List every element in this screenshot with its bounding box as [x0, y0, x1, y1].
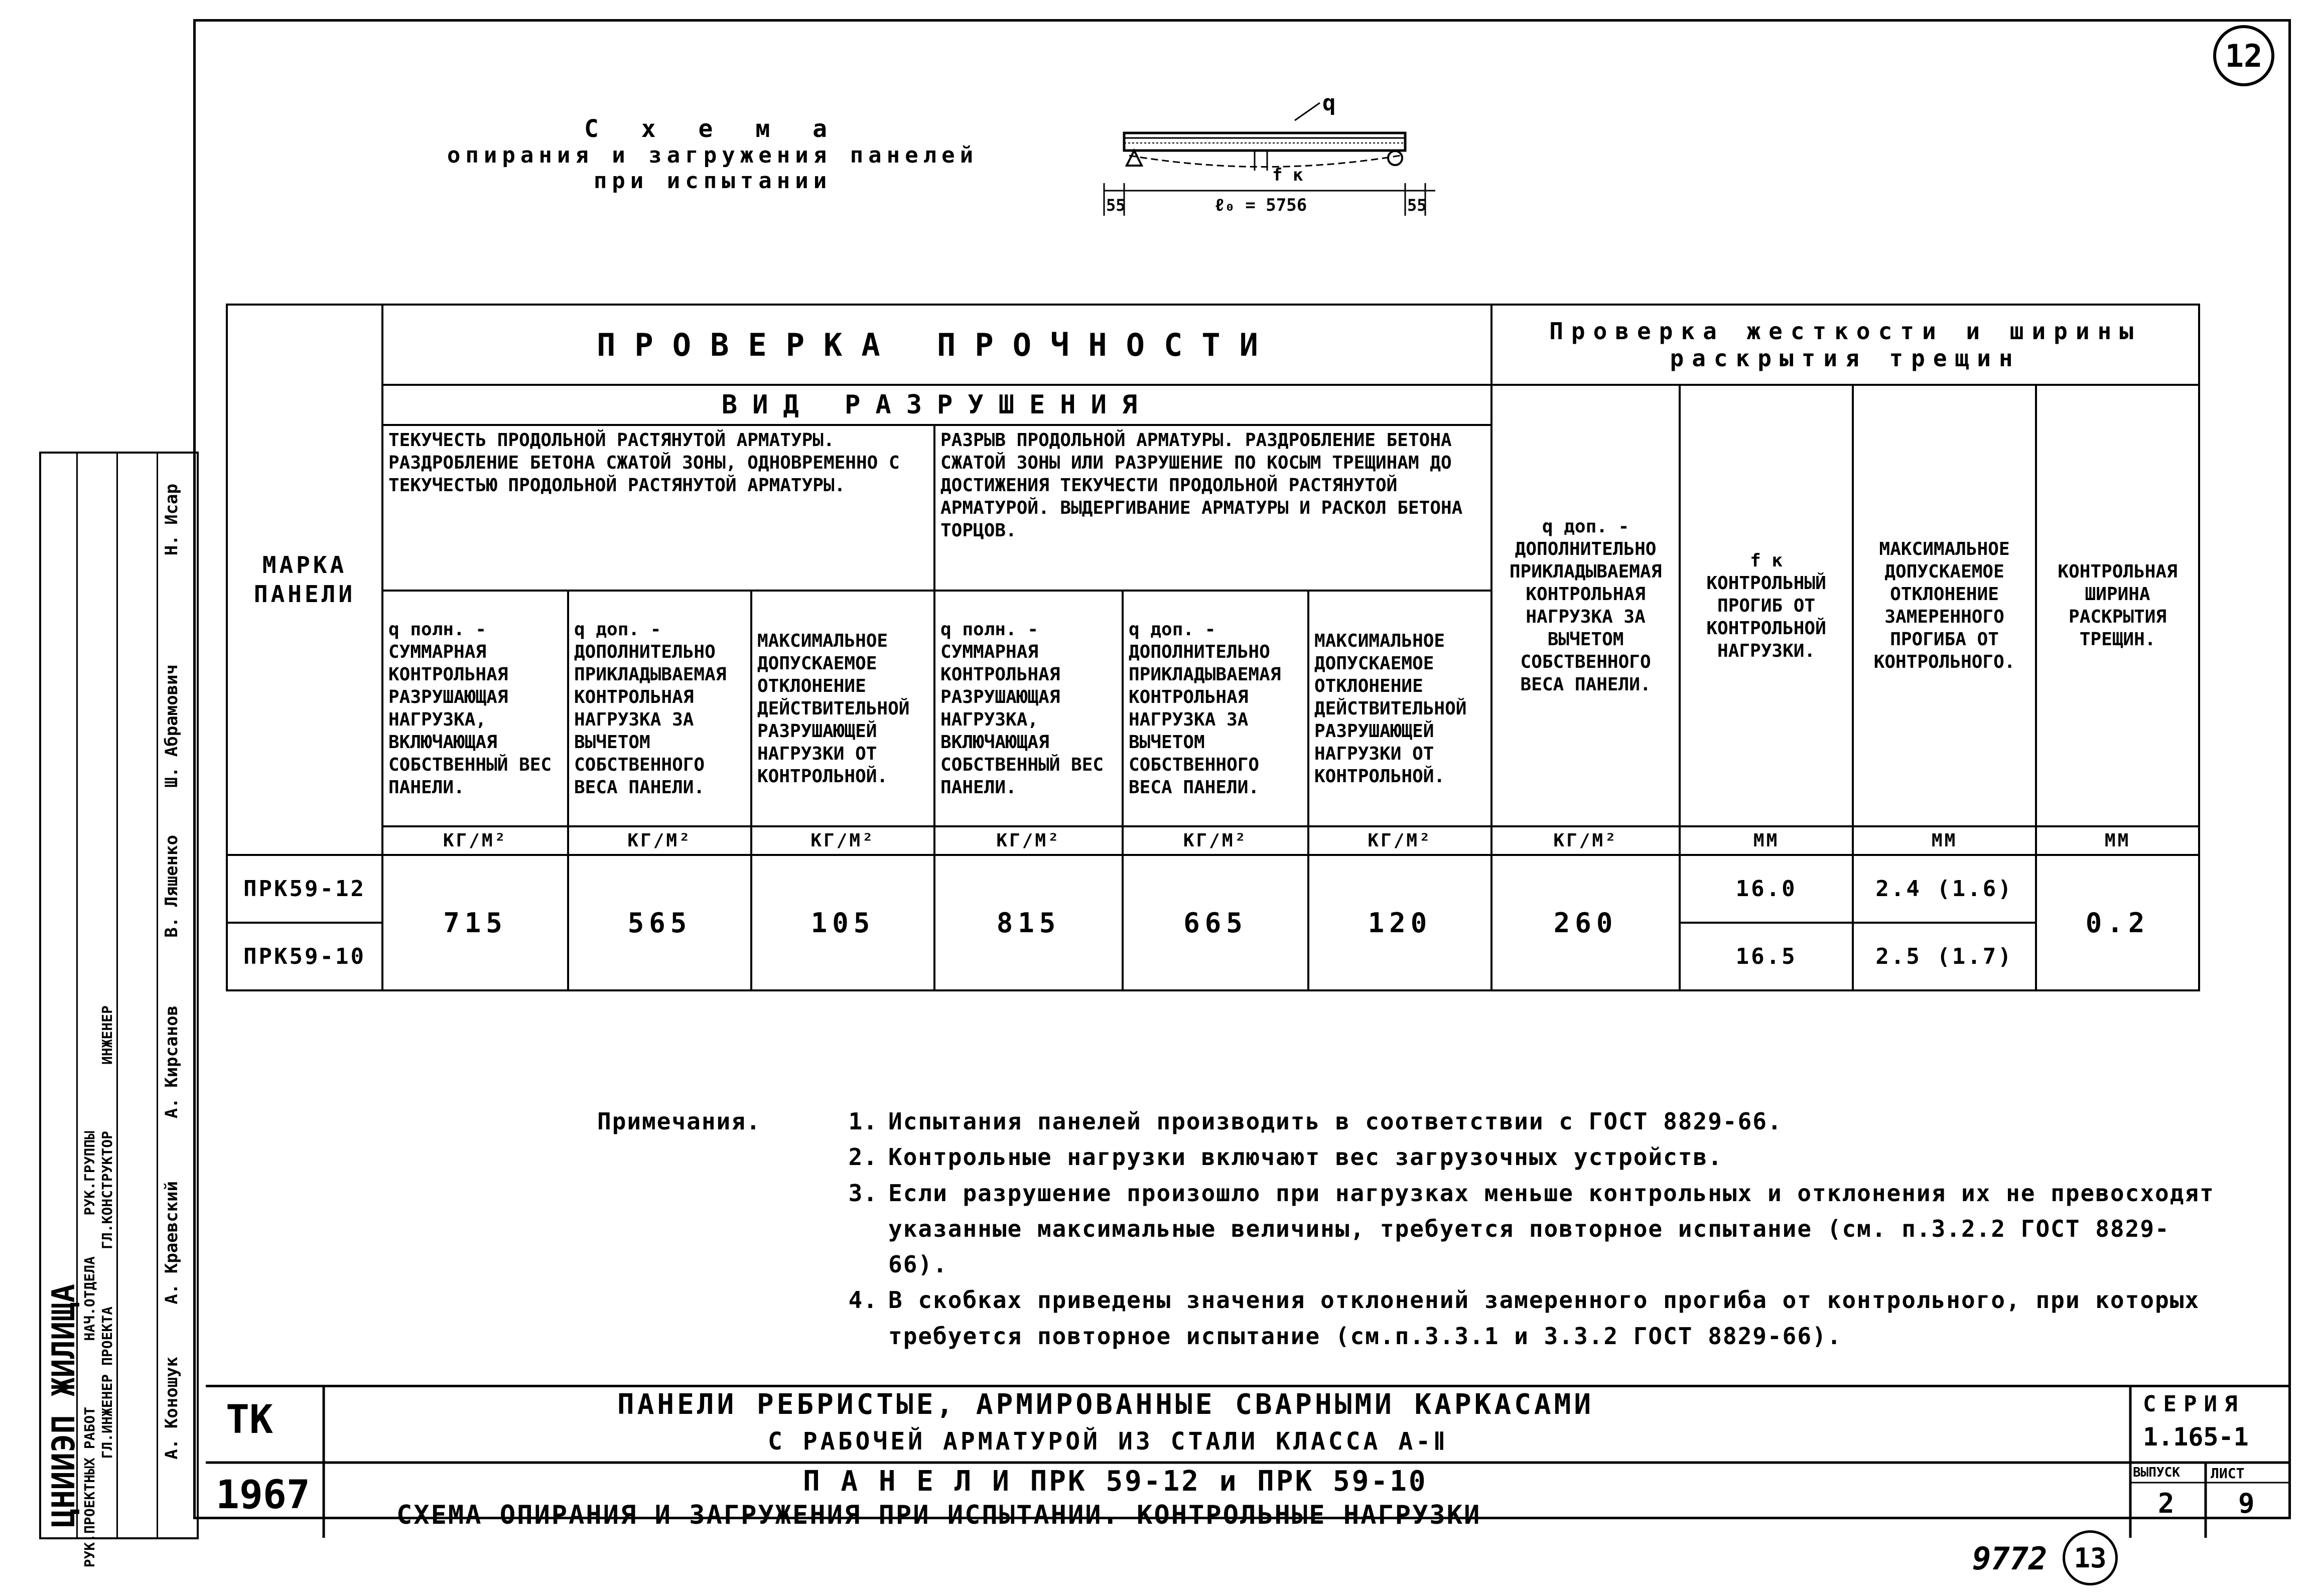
left-support-dim: 55	[1106, 196, 1126, 215]
beam-diagram	[1094, 90, 1445, 231]
subcol-4: q полн. - СУММАРНАЯ КОНТРОЛЬНАЯ РАЗРУШАЮЩАЯ НАГРУЗКА, ВКЛЮЧАЮЩАЯ СОБСТВЕННЫЙ ВЕС ПАНЕЛИ.	[934, 591, 1123, 826]
side-name-4: А. Кирсанов	[162, 1005, 182, 1119]
note-number: 1.	[848, 1108, 878, 1135]
note-text: Если разрушение произошло при нагрузках меньше контрольных и отклонения их не превосходят указанные максимальные величины, требуется повторное испытание (см. п.3.2.2 ГОСТ 8829-66).	[888, 1179, 2215, 1278]
value-fk: 16.5	[1680, 923, 1853, 990]
subcol-2: q доп. - ДОПОЛНИТЕЛЬНО ПРИКЛАДЫВАЕМАЯ КОНТРОЛЬНАЯ НАГРУЗКА ЗА ВЫЧЕТОМ СОБСТВЕННОГО ВЕСА ПАНЕЛИ.	[568, 591, 751, 826]
org-code: ТК	[226, 1397, 273, 1442]
scheme-title-line1: С х е м а	[584, 115, 842, 143]
side-name-1: Н. Исар	[162, 484, 182, 556]
value-q-add-1: 565	[568, 855, 751, 990]
issue-label: ВЫПУСК	[2133, 1465, 2180, 1480]
load-label: q	[1322, 90, 1336, 116]
title-block	[206, 1385, 2288, 1538]
unit-7: КГ/М²	[1491, 826, 1680, 855]
issue-value: 2	[2158, 1488, 2175, 1519]
scheme-title-line2: опирания и загружения панелей	[447, 142, 979, 169]
value-q-add-2: 665	[1123, 855, 1308, 990]
failure-group-2: РАЗРЫВ ПРОДОЛЬНОЙ АРМАТУРЫ. РАЗДРОБЛЕНИЕ БЕТОНА СЖАТОЙ ЗОНЫ ИЛИ РАЗРУШЕНИЕ ПО КОСЫМ ТРЕЩИНАМ ДО ДОСТИЖЕНИЯ ТЕКУЧЕСТИ ПРОДОЛЬНОЙ РАСТЯНУТОЙ АРМАТУРОЙ. ВЫДЕРГИВАНИЕ АРМАТУРЫ И РАСКОЛ БЕТОНА ТОРЦОВ.	[934, 425, 1491, 591]
col-panel-mark: МАРКА ПАНЕЛИ	[227, 305, 382, 855]
scheme-title-line3: при испытании	[593, 168, 832, 194]
value-q-total-2: 815	[934, 855, 1123, 990]
unit-3: КГ/М²	[751, 826, 934, 855]
archive-code: 9772	[1972, 1540, 2048, 1577]
subcol-5: q доп. - ДОПОЛНИТЕЛЬНО ПРИКЛАДЫВАЕМАЯ КОНТРОЛЬНАЯ НАГРУЗКА ЗА ВЫЧЕТОМ СОБСТВЕННОГО ВЕСА ПАНЕЛИ.	[1123, 591, 1308, 826]
scheme-title	[361, 115, 1064, 194]
note-item	[823, 1176, 2228, 1283]
right-support-dim: 55	[1407, 196, 1427, 215]
unit-2: КГ/М²	[568, 826, 751, 855]
archive-circle: 13	[2063, 1530, 2118, 1585]
note-text: В скобках приведены значения отклонений замеренного прогиба от контрольного, при которых требуется повторное испытание (см.п.3.3.1 и 3.3.2 ГОСТ 8829-66).	[888, 1286, 2200, 1350]
unit-4: КГ/М²	[934, 826, 1123, 855]
note-text: Контрольные нагрузки включают вес загрузочных устройств.	[888, 1143, 1723, 1171]
value-q-total-1: 715	[382, 855, 568, 990]
note-number: 2.	[848, 1143, 878, 1171]
unit-5: КГ/М²	[1123, 826, 1308, 855]
failure-group-1: ТЕКУЧЕСТЬ ПРОДОЛЬНОЙ РАСТЯНУТОЙ АРМАТУРЫ. РАЗДРОБЛЕНИЕ БЕТОНА СЖАТОЙ ЗОНЫ, ОДНОВРЕМЕННО С ТЕКУЧЕСТЬЮ ПРОДОЛЬНОЙ РАСТЯНУТОЙ АРМАТУРЫ.	[382, 425, 934, 591]
side-role-2: ГЛ.КОНСТРУКТОР	[99, 1131, 115, 1250]
note-text: Испытания панелей производить в соответствии с ГОСТ 8829-66.	[888, 1108, 1783, 1135]
value-q-add-stiffness: 260	[1491, 855, 1680, 990]
note-item	[823, 1282, 2228, 1354]
stiffness-header: Проверка жесткости и ширины раскрытия трещин	[1491, 305, 2199, 385]
notes-block	[597, 1104, 2228, 1354]
failure-type-header: ВИД РАЗРУШЕНИЯ	[382, 385, 1491, 425]
subcol-1: q полн. - СУММАРНАЯ КОНТРОЛЬНАЯ РАЗРУШАЮЩАЯ НАГРУЗКА, ВКЛЮЧАЮЩАЯ СОБСТВЕННЫЙ ВЕС ПАНЕЛИ.	[382, 591, 568, 826]
unit-9: ММ	[1853, 826, 2036, 855]
side-org: ЦНИИЭП ЖИЛИЩА	[45, 1283, 82, 1527]
value-f-dev: 2.5 (1.7)	[1853, 923, 2036, 990]
unit-1: КГ/М²	[382, 826, 568, 855]
sheet-label: ЛИСТ	[2211, 1465, 2245, 1482]
subcol-3: МАКСИМАЛЬНОЕ ДОПУСКАЕМОЕ ОТКЛОНЕНИЕ ДЕЙСТВИТЕЛЬНОЙ РАЗРУШАЮЩЕЙ НАГРУЗКИ ОТ КОНТРОЛЬНОЙ.	[751, 591, 934, 826]
year: 1967	[216, 1473, 310, 1518]
side-role-3: РУК.ГРУППЫ	[81, 1131, 98, 1216]
row-mark: ПРК59-10	[227, 923, 382, 990]
subcol-10: КОНТРОЛЬНАЯ ШИРИНА РАСКРЫТИЯ ТРЕЩИН.	[2036, 385, 2199, 826]
series-label: СЕРИЯ	[2143, 1391, 2245, 1417]
row-mark: ПРК59-12	[227, 855, 382, 923]
control-loads-table	[226, 304, 2200, 991]
sheet-number: 12	[2213, 25, 2274, 86]
note-item	[823, 1104, 2228, 1139]
side-name-3: В. Ляшенко	[162, 835, 182, 938]
span-dim: ℓ₀ = 5756	[1214, 195, 1307, 215]
unit-8: ММ	[1680, 826, 1853, 855]
note-number: 3.	[848, 1179, 878, 1207]
note-number: 4.	[848, 1286, 878, 1314]
side-role-6: ГЛ.ИНЖЕНЕР ПРОЕКТА	[99, 1307, 115, 1459]
value-max-dev-1: 105	[751, 855, 934, 990]
side-name-2: Ш. Абрамович	[162, 664, 182, 788]
unit-6: КГ/М²	[1308, 826, 1491, 855]
value-fk: 16.0	[1680, 855, 1853, 923]
side-role-4: ИНЖЕНЕР	[99, 1005, 115, 1065]
value-crack-width: 0.2	[2036, 855, 2199, 990]
sheet-value: 9	[2238, 1488, 2255, 1519]
value-max-dev-2: 120	[1308, 855, 1491, 990]
side-role-1: НАЧ.ОТДЕЛА	[81, 1256, 98, 1341]
title-line-3: П А Н Е Л И ПРК 59-12 и ПРК 59-10	[803, 1465, 1428, 1498]
subcol-7: q доп. - ДОПОЛНИТЕЛЬНО ПРИКЛАДЫВАЕМАЯ КОНТРОЛЬНАЯ НАГРУЗКА ЗА ВЫЧЕТОМ СОБСТВЕННОГО ВЕСА ПАНЕЛИ.	[1491, 385, 1680, 826]
deflection-label: f к	[1272, 165, 1303, 185]
series-value: 1.165-1	[2143, 1422, 2249, 1452]
value-f-dev: 2.4 (1.6)	[1853, 855, 2036, 923]
subcol-8: f к КОНТРОЛЬНЫЙ ПРОГИБ ОТ КОНТРОЛЬНОЙ НАГРУЗКИ.	[1680, 385, 1853, 826]
strength-header: ПРОВЕРКА ПРОЧНОСТИ	[382, 305, 1491, 385]
subcol-6: МАКСИМАЛЬНОЕ ДОПУСКАЕМОЕ ОТКЛОНЕНИЕ ДЕЙСТВИТЕЛЬНОЙ РАЗРУШАЮЩЕЙ НАГРУЗКИ ОТ КОНТРОЛЬНОЙ.	[1308, 591, 1491, 826]
unit-10: ММ	[2036, 826, 2199, 855]
side-name-5: А. Краевский	[162, 1181, 182, 1304]
title-line-4: СХЕМА ОПИРАНИЯ И ЗАГРУЖЕНИЯ ПРИ ИСПЫТАНИИ. КОНТРОЛЬНЫЕ НАГРУЗКИ	[396, 1500, 1481, 1530]
subcol-9: МАКСИМАЛЬНОЕ ДОПУСКАЕМОЕ ОТКЛОНЕНИЕ ЗАМЕРЕННОГО ПРОГИБА ОТ КОНТРОЛЬНОГО.	[1853, 385, 2036, 826]
title-line-1: ПАНЕЛИ РЕБРИСТЫЕ, АРМИРОВАННЫЕ СВАРНЫМИ КАРКАСАМИ	[617, 1388, 1594, 1421]
side-role-5: РУК.ПРОЕКТНЫХ РАБОТ	[81, 1407, 98, 1568]
signature-block	[39, 452, 199, 1568]
side-name-6: А. Коношук	[162, 1357, 182, 1460]
notes-label: Примечания.	[597, 1108, 761, 1135]
title-line-2: С РАБОЧЕЙ АРМАТУРОЙ ИЗ СТАЛИ КЛАССА А-Ⅱ	[768, 1427, 1448, 1456]
note-item	[823, 1139, 2228, 1175]
